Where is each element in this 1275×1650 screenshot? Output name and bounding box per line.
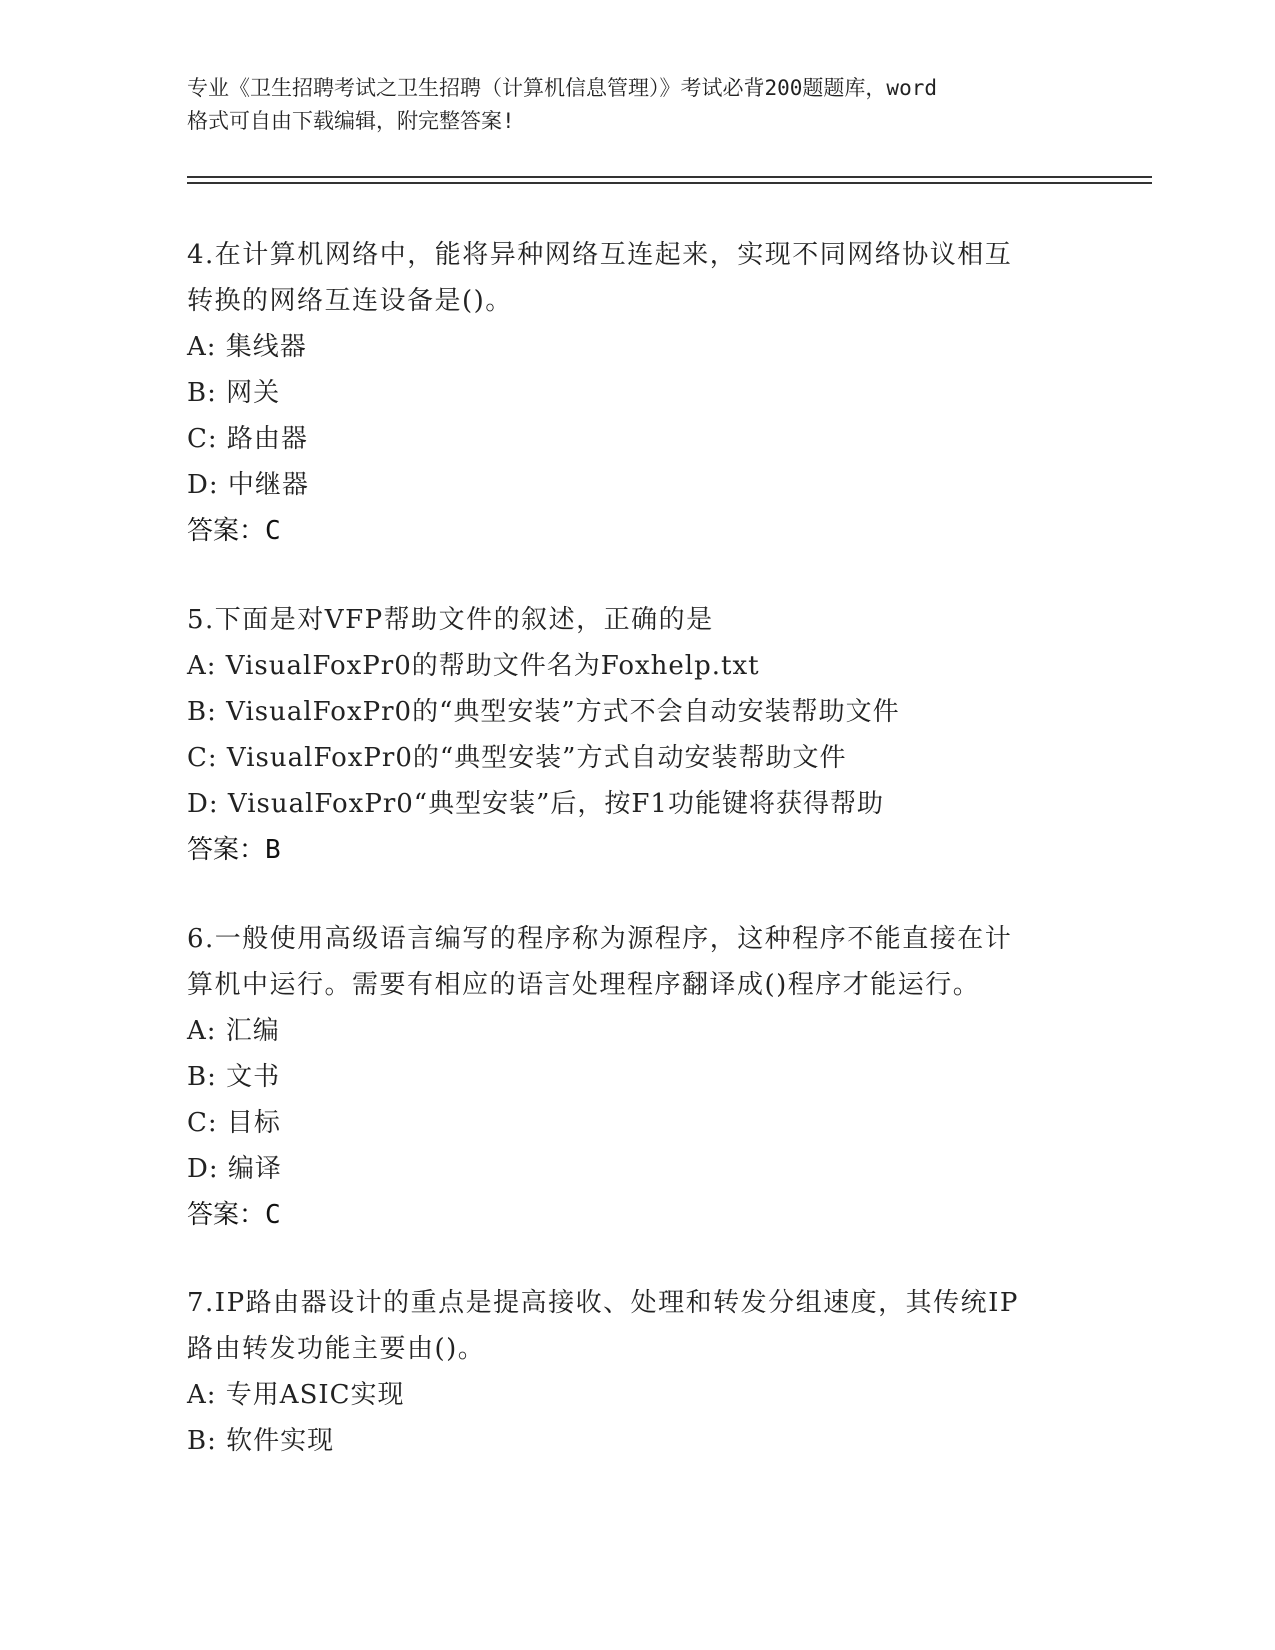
- question-stem-line-1: 5.下面是对VFP帮助文件的叙述，正确的是: [187, 605, 714, 635]
- answer: 答案：C: [187, 1200, 281, 1230]
- option-a: A: 集线器: [187, 332, 307, 362]
- option-c: C: 目标: [187, 1108, 281, 1138]
- question-stem-line-2: 路由转发功能主要由()。: [187, 1334, 486, 1364]
- document-header: [187, 72, 1087, 138]
- question-stem-line-1: 6.一般使用高级语言编写的程序称为源程序，这种程序不能直接在计: [187, 924, 1013, 954]
- header-line-1: 专业《卫生招聘考试之卫生招聘（计算机信息管理）》考试必背200题题库，word: [187, 76, 937, 100]
- option-b: B: 网关: [187, 378, 281, 408]
- option-d: D: 中继器: [187, 470, 309, 500]
- question-6: [187, 916, 1087, 1238]
- option-d: D: VisualFoxPr0“典型安装”后，按F1功能键将获得帮助: [187, 789, 884, 819]
- option-b: B: VisualFoxPr0的“典型安装”方式不会自动安装帮助文件: [187, 697, 900, 727]
- header-divider-top: [187, 176, 1152, 178]
- option-a: A: 汇编: [187, 1016, 280, 1046]
- option-c: C: 路由器: [187, 424, 308, 454]
- answer: 答案：C: [187, 516, 281, 546]
- question-stem-line-1: 4.在计算机网络中，能将异种网络互连起来，实现不同网络协议相互: [187, 240, 1013, 270]
- question-stem-line-1: 7.IP路由器设计的重点是提高接收、处理和转发分组速度，其传统IP: [187, 1288, 1019, 1318]
- question-4: [187, 232, 1087, 554]
- option-b: B: 文书: [187, 1062, 281, 1092]
- question-stem-line-2: 转换的网络互连设备是()。: [187, 286, 513, 316]
- question-5: [187, 597, 1087, 873]
- option-b: B: 软件实现: [187, 1426, 335, 1456]
- header-line-2: 格式可自由下载编辑，附完整答案!: [187, 109, 515, 133]
- question-stem-line-2: 算机中运行。需要有相应的语言处理程序翻译成()程序才能运行。: [187, 970, 981, 1000]
- answer: 答案：B: [187, 835, 281, 865]
- option-a: A: VisualFoxPr0的帮助文件名为Foxhelp.txt: [187, 651, 760, 681]
- option-a: A: 专用ASIC实现: [187, 1380, 405, 1410]
- option-c: C: VisualFoxPr0的“典型安装”方式自动安装帮助文件: [187, 743, 847, 773]
- header-divider-bottom: [187, 182, 1152, 184]
- question-7: [187, 1280, 1087, 1464]
- option-d: D: 编译: [187, 1154, 282, 1184]
